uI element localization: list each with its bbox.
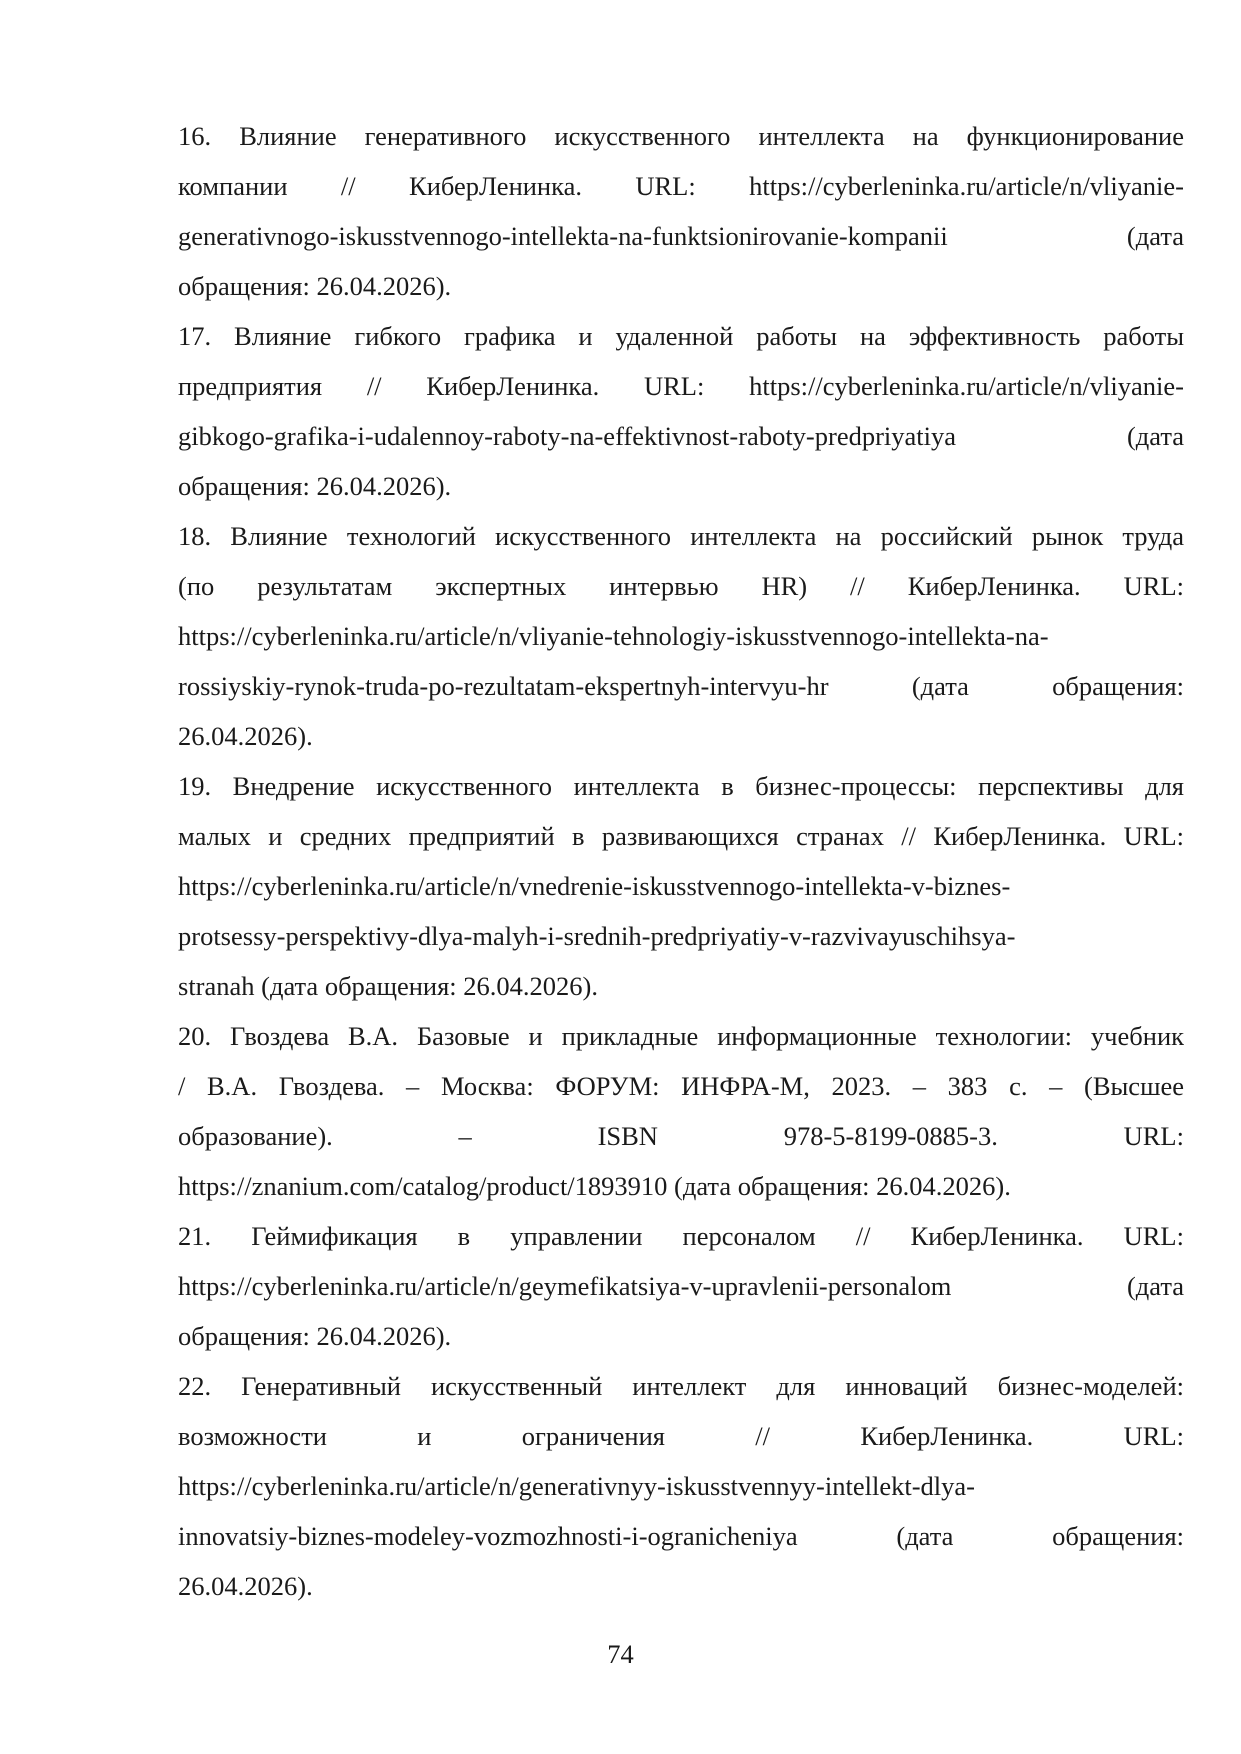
- reference-line: https://cyberleninka.ru/article/n/vliyanie-tehnologiy-iskusstvennogo-intellekta-na-: [178, 621, 1049, 651]
- reference-line: generativnogo-iskusstvennogo-intellekta-na-funktsionirovanie-kompanii (дата: [178, 221, 1184, 251]
- reference-line: 22. Генеративный искусственный интеллект для инноваций бизнес-моделей:: [178, 1371, 1184, 1401]
- reference-item-22: [178, 1361, 1184, 1611]
- reference-line: малых и средних предприятий в развивающихся странах // КиберЛенинка. URL:: [178, 821, 1184, 851]
- reference-line: 19. Внедрение искусственного интеллекта в бизнес-процессы: перспективы для: [178, 771, 1184, 801]
- reference-line: gibkogo-grafika-i-udalennoy-raboty-na-effektivnost-raboty-predpriyatiya (дата: [178, 421, 1184, 451]
- reference-line: https://cyberleninka.ru/article/n/vnedrenie-iskusstvennogo-intellekta-v-biznes-: [178, 871, 1011, 901]
- reference-line: rossiyskiy-rynok-truda-po-rezultatam-ekspertnyh-intervyu-hr (дата обращения:: [178, 671, 1184, 701]
- reference-line: возможности и ограничения // КиберЛенинка. URL:: [178, 1421, 1184, 1451]
- reference-line: protsessy-perspektivy-dlya-malyh-i-srednih-predpriyatiy-v-razvivayuschihsya-: [178, 921, 1016, 951]
- reference-line: обращения: 26.04.2026).: [178, 1321, 452, 1351]
- reference-line: / В.А. Гвоздева. – Москва: ФОРУМ: ИНФРА-М, 2023. – 383 с. – (Высшее: [178, 1071, 1184, 1101]
- reference-line: предприятия // КиберЛенинка. URL: https://cyberleninka.ru/article/n/vliyanie-: [178, 371, 1184, 401]
- reference-line: stranah (дата обращения: 26.04.2026).: [178, 971, 598, 1001]
- reference-item-19: [178, 761, 1184, 1011]
- reference-line: 26.04.2026).: [178, 1571, 313, 1601]
- reference-line: 16. Влияние генеративного искусственного интеллекта на функционирование: [178, 121, 1184, 151]
- reference-item-20: [178, 1011, 1184, 1211]
- reference-list: [178, 111, 1184, 1611]
- reference-line: https://znanium.com/catalog/product/1893910 (дата обращения: 26.04.2026).: [178, 1171, 1011, 1201]
- reference-line: 17. Влияние гибкого графика и удаленной работы на эффективность работы: [178, 321, 1184, 351]
- reference-line: компании // КиберЛенинка. URL: https://cyberleninka.ru/article/n/vliyanie-: [178, 171, 1184, 201]
- reference-item-16: [178, 111, 1184, 311]
- reference-line: (по результатам экспертных интервью HR) // КиберЛенинка. URL:: [178, 571, 1184, 601]
- reference-item-17: [178, 311, 1184, 511]
- reference-line: 20. Гвоздева В.А. Базовые и прикладные информационные технологии: учебник: [178, 1021, 1184, 1051]
- reference-line: 21. Геймификация в управлении персоналом // КиберЛенинка. URL:: [178, 1221, 1184, 1251]
- reference-line: https://cyberleninka.ru/article/n/geymefikatsiya-v-upravlenii-personalom (дата: [178, 1271, 1184, 1301]
- reference-line: обращения: 26.04.2026).: [178, 471, 452, 501]
- reference-line: 18. Влияние технологий искусственного интеллекта на российский рынок труда: [178, 521, 1184, 551]
- reference-line: обращения: 26.04.2026).: [178, 271, 452, 301]
- page-number: 74: [607, 1639, 634, 1669]
- reference-line: образование). – ISBN 978-5-8199-0885-3. URL:: [178, 1121, 1184, 1151]
- reference-line: 26.04.2026).: [178, 721, 313, 751]
- reference-line: https://cyberleninka.ru/article/n/generativnyy-iskusstvennyy-intellekt-dlya-: [178, 1471, 975, 1501]
- reference-line: innovatsiy-biznes-modeley-vozmozhnosti-i-ogranicheniya (дата обращения:: [178, 1521, 1184, 1551]
- reference-item-21: [178, 1211, 1184, 1361]
- reference-item-18: [178, 511, 1184, 761]
